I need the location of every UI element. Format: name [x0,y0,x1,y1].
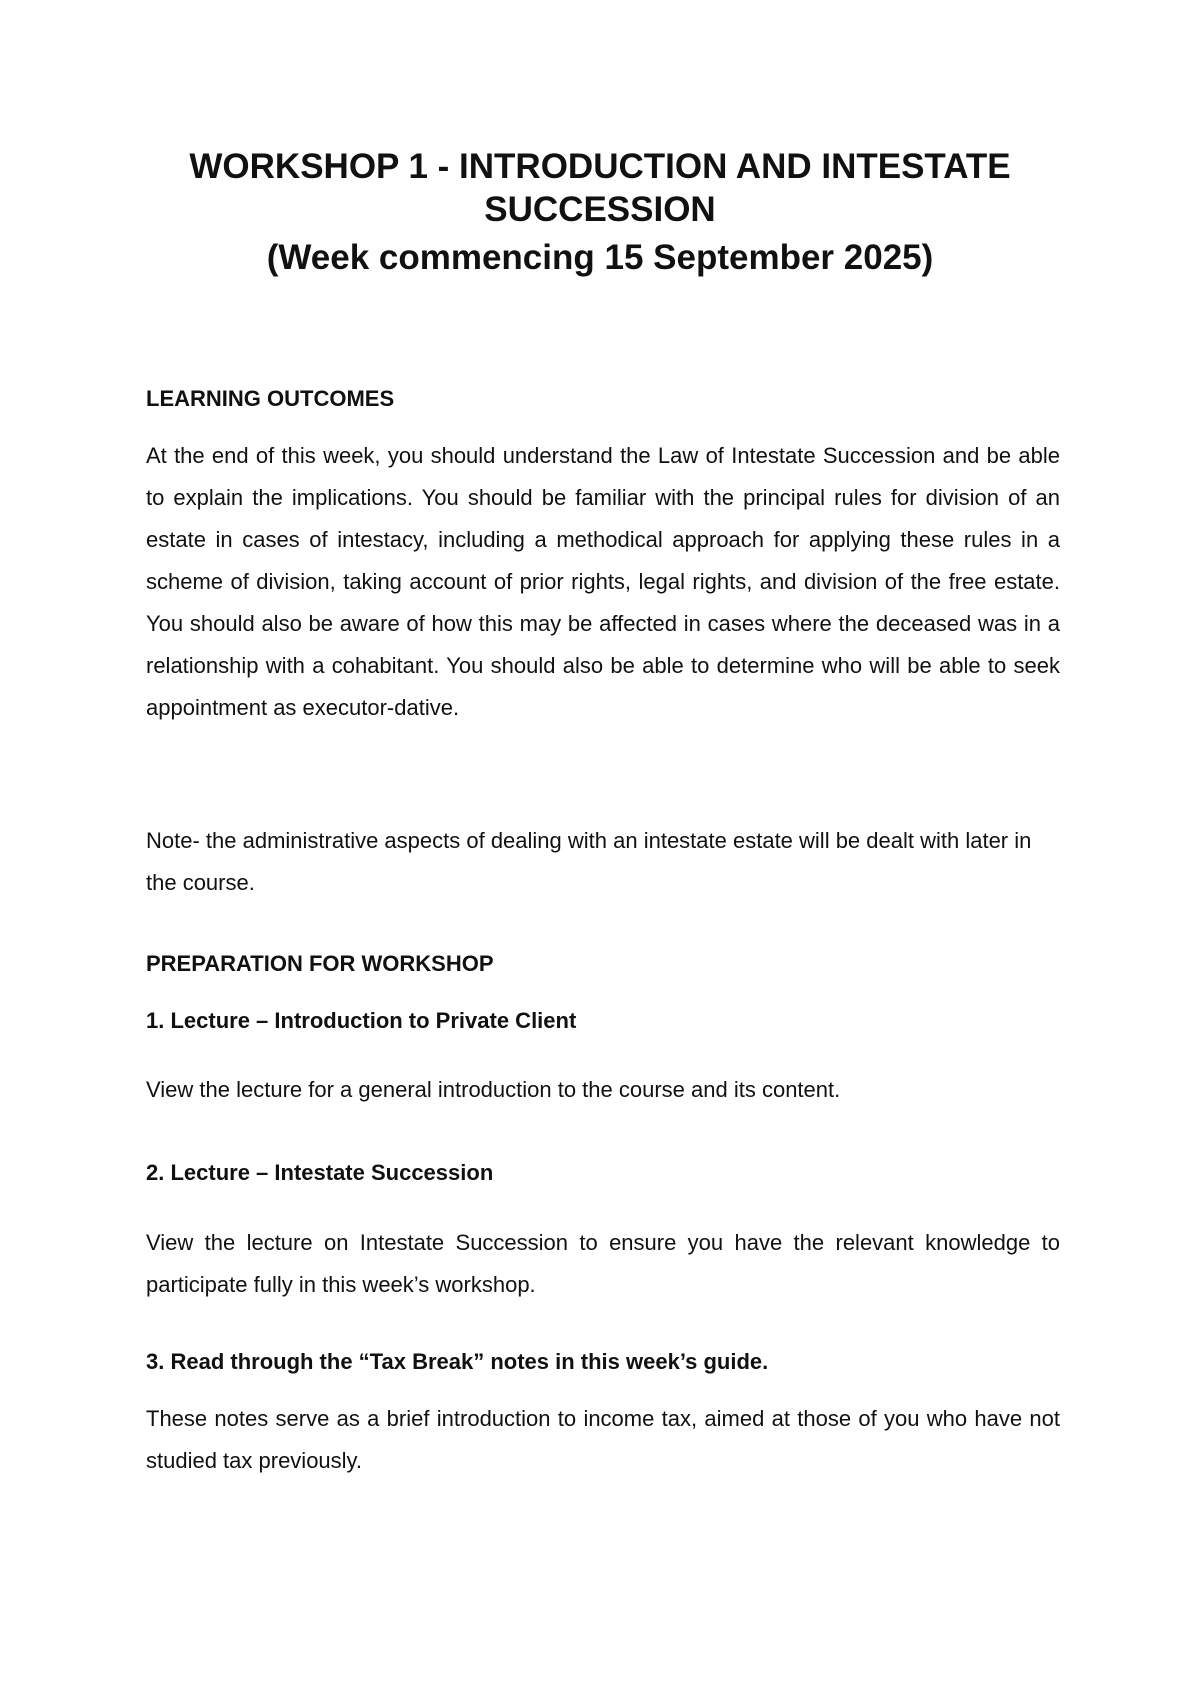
learning-outcomes-paragraph: At the end of this week, you should understand the Law of Intestate Succession and be able to explain the implications. You should be familiar with the principal rules for division of an estate in cases of intestacy, including a methodical approach for applying these rules in a scheme of division, taking account of prior rights, legal rights, and division of the free estate. You should also be aware of how this may be affected in cases where the deceased was in a relationship with a cohabitant. You should also be able to determine who will be able to seek appointment as executor-dative. [146,443,1060,720]
learning-outcomes-heading: LEARNING OUTCOMES [146,386,395,411]
preparation-heading: PREPARATION FOR WORKSHOP [146,951,494,976]
document-title-line-2: SUCCESSION [484,190,716,229]
preparation-item-2-heading: 2. Lecture – Intestate Succession [146,1160,494,1185]
preparation-item-3-heading: 3. Read through the “Tax Break” notes in this week’s guide. [146,1349,769,1374]
preparation-item-3-text: These notes serve as a brief introduction to income tax, aimed at those of you who have not studied tax previously. [146,1406,1060,1473]
document-title-line-1: WORKSHOP 1 - INTRODUCTION AND INTESTATE [189,147,1011,186]
document-title-line-3: (Week commencing 15 September 2025) [266,238,934,277]
preparation-item-2-text: View the lecture on Intestate Succession to ensure you have the relevant knowledge to participate fully in this week’s workshop. [146,1230,1060,1297]
preparation-item-1-text: View the lecture for a general introduction to the course and its content. [146,1077,841,1102]
administrative-note: Note- the administrative aspects of dealing with an intestate estate will be dealt with later in the course. [146,828,1032,895]
preparation-item-1-heading: 1. Lecture – Introduction to Private Client [146,1008,577,1033]
